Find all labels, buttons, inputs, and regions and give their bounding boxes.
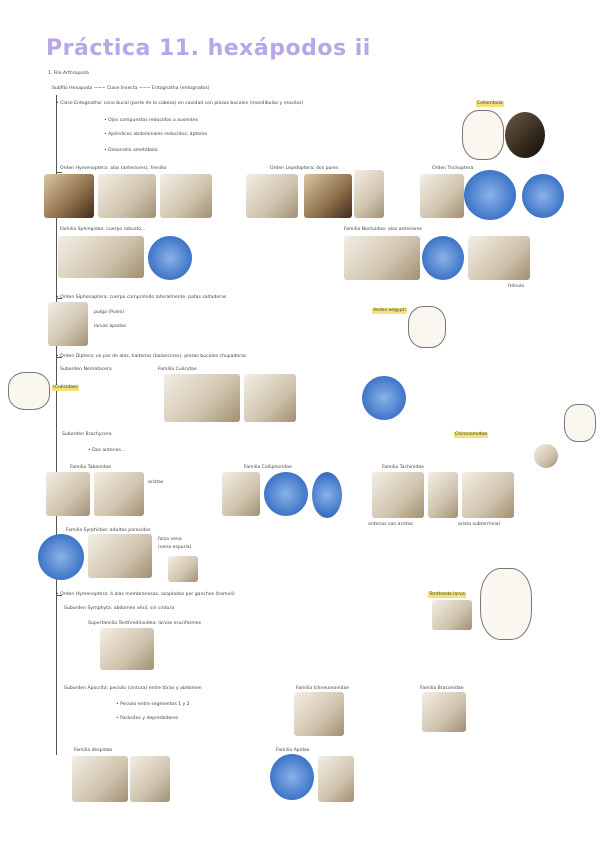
sketch-diagram — [408, 306, 446, 348]
sphing-line: Familia Sphingidae: cuerpo robusto... — [60, 227, 146, 232]
insect-photo — [534, 444, 558, 468]
insect-photo — [46, 472, 90, 516]
noct-line: Familia Noctuidae: alas anteriores — [344, 227, 423, 232]
insect-photo — [98, 174, 156, 218]
tenthred-line: Superfamilia Tenthredinoidea: larvas eruciformes — [88, 621, 202, 626]
diptera-line: • Orden Diptera: un par de alas, halterios (balancines), piezas bucales chupadoras — [56, 354, 247, 359]
ent-bullet-3: • Desarrollo ametábolo — [104, 148, 158, 153]
insect-photo — [264, 472, 308, 516]
tabanidae-line: Familia Tabanidae — [70, 465, 111, 470]
insect-photo — [48, 302, 88, 346]
insect-photo — [100, 628, 154, 670]
insect-photo — [432, 600, 472, 630]
calliph-line: Familia Calliphoridae — [244, 465, 292, 470]
insect-photo — [344, 236, 420, 280]
insect-photo — [270, 754, 314, 800]
insect-photo — [244, 374, 296, 422]
insect-photo — [312, 472, 342, 518]
siphon-bullet-2: larvas ápodas — [94, 324, 127, 329]
sketch-diagram — [564, 404, 596, 442]
insect-photo — [420, 174, 464, 218]
sketch-diagram — [462, 110, 504, 160]
frenulo-label: frénulo — [508, 284, 525, 289]
insect-photo — [88, 534, 152, 578]
page-title: Práctica 11. hexápodos ii — [46, 36, 371, 61]
insect-photo — [464, 170, 516, 220]
braco-line: Familia Braconidae — [420, 686, 464, 691]
insect-photo — [44, 174, 94, 218]
tree-branch — [56, 595, 62, 596]
insect-photo — [130, 756, 170, 802]
sketch-diagram — [8, 372, 50, 410]
insect-photo — [294, 692, 344, 736]
insect-photo — [72, 756, 128, 802]
insect-photo — [522, 174, 564, 218]
apoc-bullet-1: • Peciolo entre segmentos 1 y 2 — [116, 702, 190, 707]
tree-branch — [56, 172, 62, 173]
aspas-label: aristas — [148, 480, 164, 485]
insect-photo — [428, 472, 458, 518]
insect-photo — [38, 534, 84, 580]
order-line: Orden Hymenoptera: alas (anteriores), frenillo — [60, 166, 167, 171]
ent-bullet-2: • Apéndices abdominales reducidos; ápteros — [104, 132, 207, 137]
symphyta-line: Suborden Symphyta: abdomen sésil, sin cintura — [64, 606, 175, 611]
tachin-line: Familia Tachinidae — [382, 465, 424, 470]
apocrita-line: Suborden Apocrita: peciolo (cintura) entre tórax y abdomen — [64, 686, 202, 691]
label-aedes: Aedes aegypti — [373, 308, 406, 313]
apid-line: Familia Apidae — [276, 748, 310, 753]
insect-photo — [148, 236, 192, 280]
insect-photo — [246, 174, 298, 218]
insect-photo — [168, 556, 198, 582]
syrph-line: Familia Syrphidae: adultos parecidos — [66, 528, 151, 533]
nemat-sub: (Culicidae) — [53, 385, 78, 390]
arista-left: antenas con aristas — [368, 522, 414, 527]
ent-bullet-1: • Ojos compuestos reducidos o ausentes — [104, 118, 199, 123]
ichneu-line: Familia Ichneumonidae — [296, 686, 350, 691]
insect-photo — [354, 170, 384, 218]
label-larva: Tenthredo larva — [429, 592, 465, 597]
insect-photo — [94, 472, 144, 516]
insect-photo — [222, 472, 260, 516]
insect-photo — [58, 236, 144, 278]
label-chironomidae: Chironomidae — [455, 432, 488, 437]
nemat-fam: Familia Culicidae — [158, 367, 197, 372]
sketch-diagram — [480, 568, 532, 640]
siphon-line: • Orden Siphonaptera: cuerpo comprimido lateralmente, patas saltadoras — [56, 295, 227, 300]
insect-photo — [318, 756, 354, 802]
hymeno-line: • Orden Hymenoptera: 4 alas membranosas, acopladas por ganchos (hamuli) — [56, 592, 235, 597]
entognatha-line: • Clase Entognatha: cono bucal (parte de la cabeza) en cavidad con piezas bucales (mandíbulas y maxilas) — [56, 101, 304, 106]
section-subtitle: 1. Filo Arthropoda — [48, 71, 89, 76]
trich-line: Orden Trichoptera — [432, 166, 474, 171]
subfilo-line: Subfilo Hexapoda ~~~ Clase Insecta ~~~ Entognatha (entognatos) — [52, 86, 210, 91]
arista-right: arista subterminal — [458, 522, 500, 527]
insect-photo — [304, 174, 352, 218]
label-collembola: Collembola — [477, 101, 503, 106]
insect-photo — [160, 174, 212, 218]
insect-photo — [422, 236, 464, 280]
tree-branch — [56, 357, 62, 358]
nemat-line: Suborden Nematocera — [60, 367, 112, 372]
insect-photo — [468, 236, 530, 280]
apoc-bullet-2: • Parásitos y depredadores — [116, 716, 179, 721]
insect-photo — [422, 692, 466, 732]
specimen-photo — [505, 112, 545, 158]
brachy-bullet: • Dos antenas... — [88, 448, 126, 453]
tree-branch — [56, 298, 62, 299]
insect-photo — [362, 376, 406, 420]
insect-photo — [164, 374, 240, 422]
syrph-note-2: (vena espuria) — [158, 545, 192, 550]
insect-photo — [462, 472, 514, 518]
insect-photo — [372, 472, 424, 518]
syrph-note-1: falsa vena — [158, 537, 182, 542]
siphon-bullet-1: pulga (Pulex) — [94, 310, 125, 315]
lepid-line: Orden Lepidoptera: dos pares — [270, 166, 339, 171]
brachy-line: Suborden Brachycera — [62, 432, 112, 437]
vespid-line: Familia Vespidae — [74, 748, 113, 753]
